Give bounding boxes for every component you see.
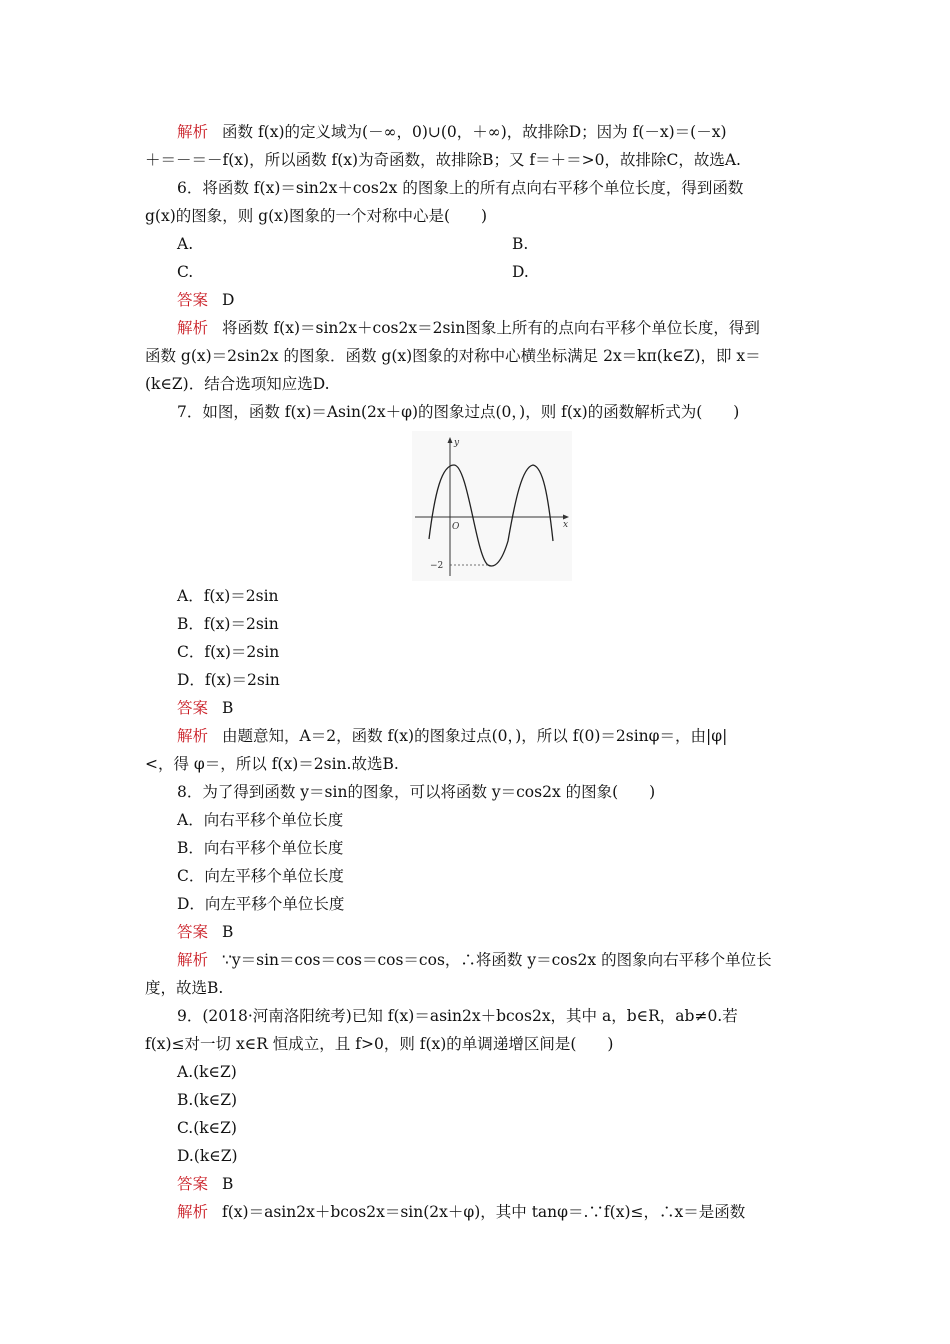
line-text: 将函数 f(x)＝sin2x＋cos2x＝2sin图象上所有的点向右平移个单位长度，得到 bbox=[222, 319, 760, 337]
question-9-option-c bbox=[177, 1117, 839, 1139]
question-8-option-b bbox=[177, 837, 839, 859]
question-8-option-a bbox=[177, 809, 839, 831]
line-text: 7．如图，函数 f(x)＝Asin(2x＋φ)的图象过点(0，)，则 f(x)的函数解析式为( ) bbox=[177, 403, 740, 421]
line-text: 函数 f(x)的定义域为(－∞，0)∪(0，＋∞)，故排除D；因为 f(－x)＝(－x) bbox=[222, 123, 727, 141]
question-6-option-b: B. bbox=[512, 235, 529, 253]
line-text: ∵y＝sin＝cos＝cos＝cos＝cos，∴将函数 y＝cos2x 的图象向右平移个单位长 bbox=[222, 951, 772, 969]
question-6-stem-2 bbox=[145, 205, 807, 227]
line-text: D．f(x)＝2sin bbox=[177, 671, 280, 689]
line-text: (k∈Z)．结合选项知应选D. bbox=[145, 375, 330, 393]
line-text: A．f(x)＝2sin bbox=[177, 587, 279, 605]
question-6-option-a: A. bbox=[177, 235, 194, 253]
question-7-option-a bbox=[177, 585, 839, 607]
jiexi-label: 解析 bbox=[177, 951, 209, 969]
jiexi-label: 解析 bbox=[177, 123, 209, 141]
jiexi-label: 解析 bbox=[177, 1203, 209, 1221]
question-6-option-d: D. bbox=[512, 263, 529, 281]
line-text: C．向左平移个单位长度 bbox=[177, 867, 344, 885]
line-text: B．f(x)＝2sin bbox=[177, 615, 279, 633]
question-7-option-d bbox=[177, 669, 839, 691]
line-text: 度，故选B. bbox=[145, 979, 224, 997]
answer-value: D bbox=[222, 291, 235, 309]
answer-9 bbox=[177, 1173, 839, 1195]
x-axis-label: x bbox=[563, 520, 569, 530]
solution-7-line-2 bbox=[145, 753, 807, 775]
question-7-option-b bbox=[177, 613, 839, 635]
question-8-option-d bbox=[177, 893, 839, 915]
answer-7 bbox=[177, 697, 839, 719]
solution-9-line-1 bbox=[177, 1201, 839, 1223]
solution-8-line-2 bbox=[145, 977, 807, 999]
question-9-option-d bbox=[177, 1145, 839, 1167]
min-value-label: −2 bbox=[430, 561, 444, 571]
line-text: <，得 φ＝，所以 f(x)＝2sin.故选B. bbox=[145, 755, 399, 773]
solution-5-line-2 bbox=[145, 149, 807, 171]
answer-value: B bbox=[222, 699, 234, 717]
daan-label: 答案 bbox=[177, 291, 209, 309]
solution-8-line-1 bbox=[177, 949, 839, 971]
line-text: A．向右平移个单位长度 bbox=[177, 811, 344, 829]
line-text: 9．(2018·河南洛阳统考)已知 f(x)＝asin2x＋bcos2x，其中 a，b∈R，ab≠0.若 bbox=[177, 1007, 738, 1025]
solution-6-line-3 bbox=[145, 373, 807, 395]
question-8-option-c bbox=[177, 865, 839, 887]
line-text: ＋＝－＝－f(x)，所以函数 f(x)为奇函数，故排除B；又 f＝＋＝>0，故排除C，故选A. bbox=[145, 151, 741, 169]
line-text: f(x)＝asin2x＋bcos2x＝sin(2x＋φ)，其中 tanφ＝.∵f(x)≤，∴x＝是函数 bbox=[222, 1203, 746, 1221]
daan-label: 答案 bbox=[177, 923, 209, 941]
question-6-option-c: C. bbox=[177, 263, 194, 281]
y-axis-label: y bbox=[454, 438, 460, 448]
solution-5-line-1 bbox=[177, 121, 839, 143]
solution-6-line-2 bbox=[145, 345, 807, 367]
answer-value: B bbox=[222, 1175, 234, 1193]
sine-graph-figure bbox=[412, 431, 572, 581]
question-8-stem bbox=[177, 781, 839, 803]
answer-8 bbox=[177, 921, 839, 943]
line-text: g(x)的图象，则 g(x)图象的一个对称中心是( ) bbox=[145, 207, 488, 225]
line-text: D．向左平移个单位长度 bbox=[177, 895, 345, 913]
daan-label: 答案 bbox=[177, 1175, 209, 1193]
question-9-stem bbox=[177, 1005, 839, 1027]
answer-6 bbox=[177, 289, 839, 311]
line-text: f(x)≤对一切 x∈R 恒成立，且 f>0，则 f(x)的单调递增区间是( ) bbox=[145, 1035, 614, 1053]
line-text: C.(k∈Z) bbox=[177, 1119, 237, 1137]
jiexi-label: 解析 bbox=[177, 727, 209, 745]
origin-label: O bbox=[452, 522, 460, 532]
question-7-option-c bbox=[177, 641, 839, 663]
question-9-stem-2 bbox=[145, 1033, 807, 1055]
solution-6-line-1 bbox=[177, 317, 839, 339]
line-text: A.(k∈Z) bbox=[177, 1063, 237, 1081]
line-text: B.(k∈Z) bbox=[177, 1091, 238, 1109]
solution-7-line-1 bbox=[177, 725, 839, 747]
line-text: 8．为了得到函数 y＝sin的图象，可以将函数 y＝cos2x 的图象( ) bbox=[177, 783, 656, 801]
question-9-option-a bbox=[177, 1061, 839, 1083]
line-text: 函数 g(x)＝2sin2x 的图象．函数 g(x)图象的对称中心横坐标满足 2x＝kπ(k∈Z)，即 x＝ bbox=[145, 347, 761, 365]
question-6-stem bbox=[177, 177, 839, 199]
line-text: D.(k∈Z) bbox=[177, 1147, 238, 1165]
line-text: 由题意知，A＝2，函数 f(x)的图象过点(0，)，所以 f(0)＝2sinφ＝，由|φ| bbox=[222, 727, 728, 745]
question-9-option-b bbox=[177, 1089, 839, 1111]
line-text: 6．将函数 f(x)＝sin2x＋cos2x 的图象上的所有点向右平移个单位长度，得到函数 bbox=[177, 179, 744, 197]
line-text: C．f(x)＝2sin bbox=[177, 643, 280, 661]
jiexi-label: 解析 bbox=[177, 319, 209, 337]
answer-value: B bbox=[222, 923, 234, 941]
line-text: B．向右平移个单位长度 bbox=[177, 839, 344, 857]
question-7-stem bbox=[177, 401, 839, 423]
daan-label: 答案 bbox=[177, 699, 209, 717]
